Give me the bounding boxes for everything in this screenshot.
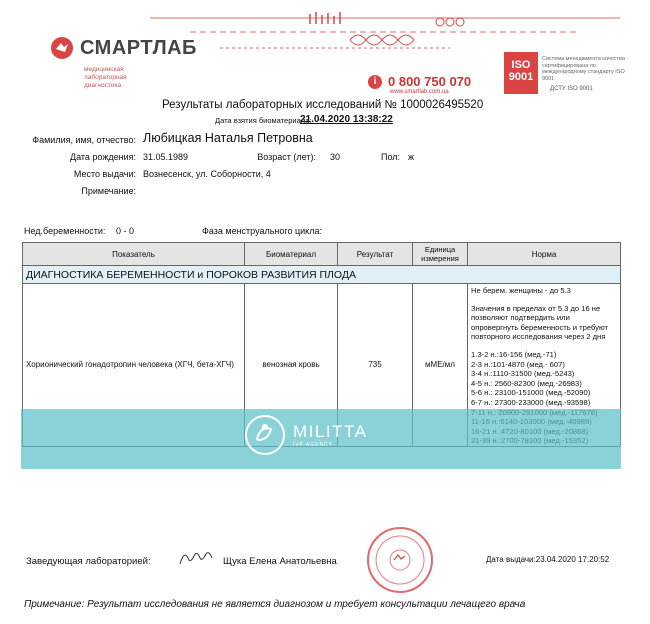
age-value: 30 <box>330 152 341 162</box>
norm-line: Не берем. женщины - до 5.3 <box>471 286 571 295</box>
pregnancy-label: Нед.беременности: <box>24 226 106 236</box>
dob-value: 31.05.1989 <box>143 152 189 162</box>
norm-line: 1.3-2 н.:16-156 (мед.-71) <box>471 349 557 359</box>
indicator-cell: Хорионический гонадотропин человека (ХГЧ, бета-ХГЧ) <box>23 284 245 447</box>
col-unit: Единица измерения <box>413 243 468 266</box>
patient-name: Любицкая Наталья Петровна <box>143 131 313 145</box>
norm-spacer <box>471 342 617 350</box>
norm-line: 3-4 н.:1110-31500 (мед.-5243) <box>471 369 575 379</box>
sex-label: Пол: <box>380 152 400 162</box>
note-label: Примечание: <box>81 186 136 196</box>
place-label: Место выдачи: <box>73 169 136 179</box>
phone-number: 0 800 750 070 <box>388 74 472 89</box>
bio-date-label: Дата взятия биоматериала: <box>215 116 312 125</box>
website: www.smartlab.com.ua <box>390 89 449 95</box>
militta-logo-icon <box>243 413 287 457</box>
info-icon: i <box>368 75 382 89</box>
pregnancy-value: 0 - 0 <box>116 226 135 236</box>
unit-cell: мМЕ/мл <box>413 284 468 447</box>
iso-number: 9001 <box>508 71 534 83</box>
cycle-label: Фаза менструального цикла: <box>202 226 322 236</box>
watermark-brand: MILITTA <box>293 422 368 441</box>
signature-image <box>178 546 214 570</box>
norm-line: 5-6 н.: 23100-151000 (мед.-52090) <box>471 388 591 398</box>
head-name: Щука Елена Анатольевна <box>223 556 337 567</box>
head-label: Заведующая лабораторией: <box>26 556 151 567</box>
norm-line: 6-7 н.: 27300-233000 (мед.-93598) <box>471 397 591 407</box>
section-title: ДИАГНОСТИКА БЕРЕМЕННОСТИ и ПОРОКОВ РАЗВИТИЯ ПЛОДА <box>23 266 621 284</box>
logo-text: СМАРТЛАБ <box>80 36 197 59</box>
iso-dstu: ДСТУ ISO 9001 <box>550 86 593 92</box>
norm-spacer <box>471 296 617 304</box>
dob-label: Дата рождения: <box>70 152 136 162</box>
iso-badge <box>504 52 538 94</box>
logo-tagline: медицинская лабораторная диагностика <box>84 66 127 89</box>
norm-line: Значения в пределах от 5.3 до 16 не позволяют подтвердить или опровергнуть беременность и требуют повторного исследования через 2 дня <box>471 303 608 342</box>
report-title: Результаты лабораторных исследований № 1000026495520 <box>162 99 484 111</box>
col-result: Результат <box>338 243 413 266</box>
hotline <box>368 74 471 89</box>
dna-decoration <box>150 10 620 60</box>
col-indicator: Показатель <box>23 243 245 266</box>
iso-description: Система менеджмента качества сертифицирована по международному стандарту ISO 9001 <box>542 56 625 82</box>
name-label: Фамилия, имя, отчество: <box>32 135 136 145</box>
biomaterial-cell: венозная кровь <box>245 284 338 447</box>
col-biomaterial: Биоматериал <box>245 243 338 266</box>
age-label: Возраст (лет): <box>257 152 316 162</box>
smartlab-logo <box>50 36 197 60</box>
militta-watermark <box>243 413 367 457</box>
norm-line: 4-5 н.: 2560-82300 (мед.-26983) <box>471 378 582 388</box>
iso-label: ISO <box>511 59 531 71</box>
disclaimer: Примечание: Результат исследования не является диагнозом и требует консультации лечащего врача <box>24 599 526 610</box>
sex-value: ж <box>408 152 415 162</box>
bio-date: 21.04.2020 13:38:22 <box>300 114 393 125</box>
issue-date: Дата выдачи:23.04.2020 17:20:52 <box>486 555 610 564</box>
place-value: Вознесенск, ул. Соборности, 4 <box>143 169 271 179</box>
logo-mark-icon <box>50 36 74 60</box>
watermark-sub: IVF AGENCY <box>293 442 334 448</box>
col-norm: Норма <box>468 243 621 266</box>
norm-line: 2-3 н.:101-4870 (мед.- 607) <box>471 359 565 369</box>
lab-stamp <box>360 524 440 596</box>
result-cell: 735 <box>338 284 413 447</box>
table-header-row <box>23 243 621 266</box>
section-row <box>23 266 621 284</box>
